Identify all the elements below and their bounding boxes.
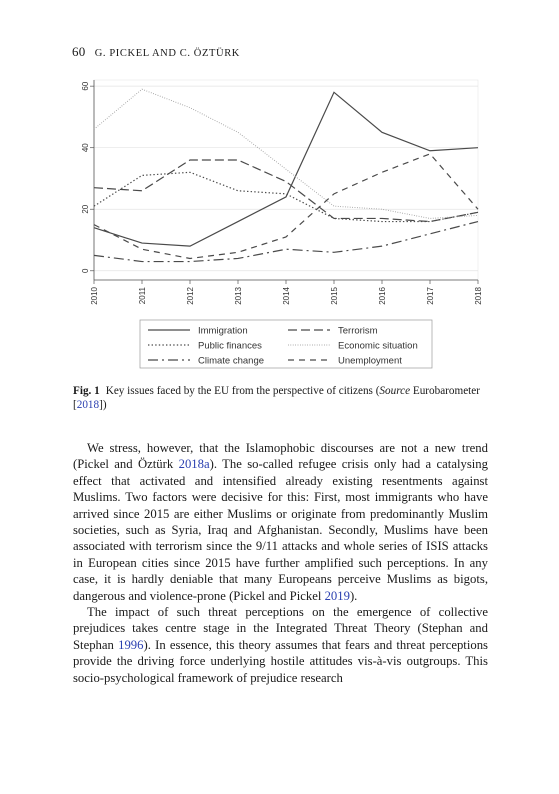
page-number: 60 [72, 44, 86, 59]
caption-source-pre: Eurobarometer [ [73, 385, 480, 411]
citation-link[interactable]: 2018a [178, 457, 210, 472]
line-chart [66, 74, 496, 374]
figure-caption [73, 384, 489, 412]
p2-text-b: ). In essence, this theory assumes that fears and threat perceptions provide the driving force underlying hostile attitudes vis-à-vis outgroups. This socio-psychological framework of prejudice research [73, 637, 488, 685]
legend-label: Unemployment [338, 355, 402, 367]
legend-label: Terrorism [338, 325, 378, 337]
paragraph-2 [73, 604, 488, 686]
x-tick-label: 2013 [234, 287, 243, 305]
citation-link[interactable]: 1996 [118, 637, 144, 652]
legend-label: Public finances [198, 340, 262, 352]
legend-label: Climate change [198, 355, 265, 367]
p1-text-a: We stress, however, that the Islamophobic discourses are not a new trend (Pickel and Öztürk [73, 441, 488, 472]
plot-area [94, 80, 478, 280]
legend-label: Economic situation [338, 340, 418, 352]
x-tick-label: 2018 [474, 287, 483, 305]
body-text [73, 440, 488, 686]
p1-text-c: ). [349, 588, 358, 603]
running-header [72, 44, 240, 60]
p2-text-a: The impact of such threat perceptions on the emergence of collective prejudices takes centre stage in the Integrated Threat Theory (Stephan and Stephan [73, 605, 488, 652]
x-tick-label: 2011 [138, 287, 147, 305]
y-tick-label: 60 [81, 81, 90, 91]
x-tick-label: 2016 [378, 287, 387, 305]
x-tick-label: 2012 [186, 287, 195, 305]
caption-source-post: ]) [99, 399, 107, 411]
legend-label: Immigration [198, 325, 248, 337]
x-tick-label: 2017 [426, 287, 435, 305]
caption-source-year-link[interactable]: 2018 [76, 399, 100, 411]
running-authors: G. PICKEL AND C. ÖZTÜRK [94, 48, 240, 59]
x-tick-label: 2015 [330, 287, 339, 305]
y-tick-label: 20 [81, 204, 90, 214]
caption-text: Key issues faced by the EU from the perspective of citizens ( [105, 385, 380, 397]
p1-text-b: ). The so-called refugee crisis only had a catalysing effect that activated and intensified already existing resentments against Muslims. Two factors were decisive for this: First, most immigrants who have arrived since 2015 are either Muslims or originate from predominantly Muslim societies, such as Syria, Iraq and Afghanistan. Secondly, Muslims have been associated with terrorism since the 9/11 attacks and whole series of ISIS attacks in European cities since 2015 have further amplified such perceptions. In any case, it is hardly deniable that many Europeans perceive Muslims as bigots, dangerous and violence-prone (Pickel and Pickel [73, 457, 488, 603]
caption-source-label: Source [379, 385, 411, 397]
y-tick-label: 40 [81, 143, 90, 153]
paragraph-1 [73, 440, 488, 604]
citation-link[interactable]: 2019 [324, 588, 350, 603]
figure-label: Fig. 1 [73, 385, 100, 397]
y-tick-label: 0 [81, 268, 90, 273]
legend [140, 320, 432, 368]
grid-lines [94, 80, 478, 280]
x-tick-label: 2014 [282, 287, 291, 305]
x-tick-label: 2010 [90, 287, 99, 305]
